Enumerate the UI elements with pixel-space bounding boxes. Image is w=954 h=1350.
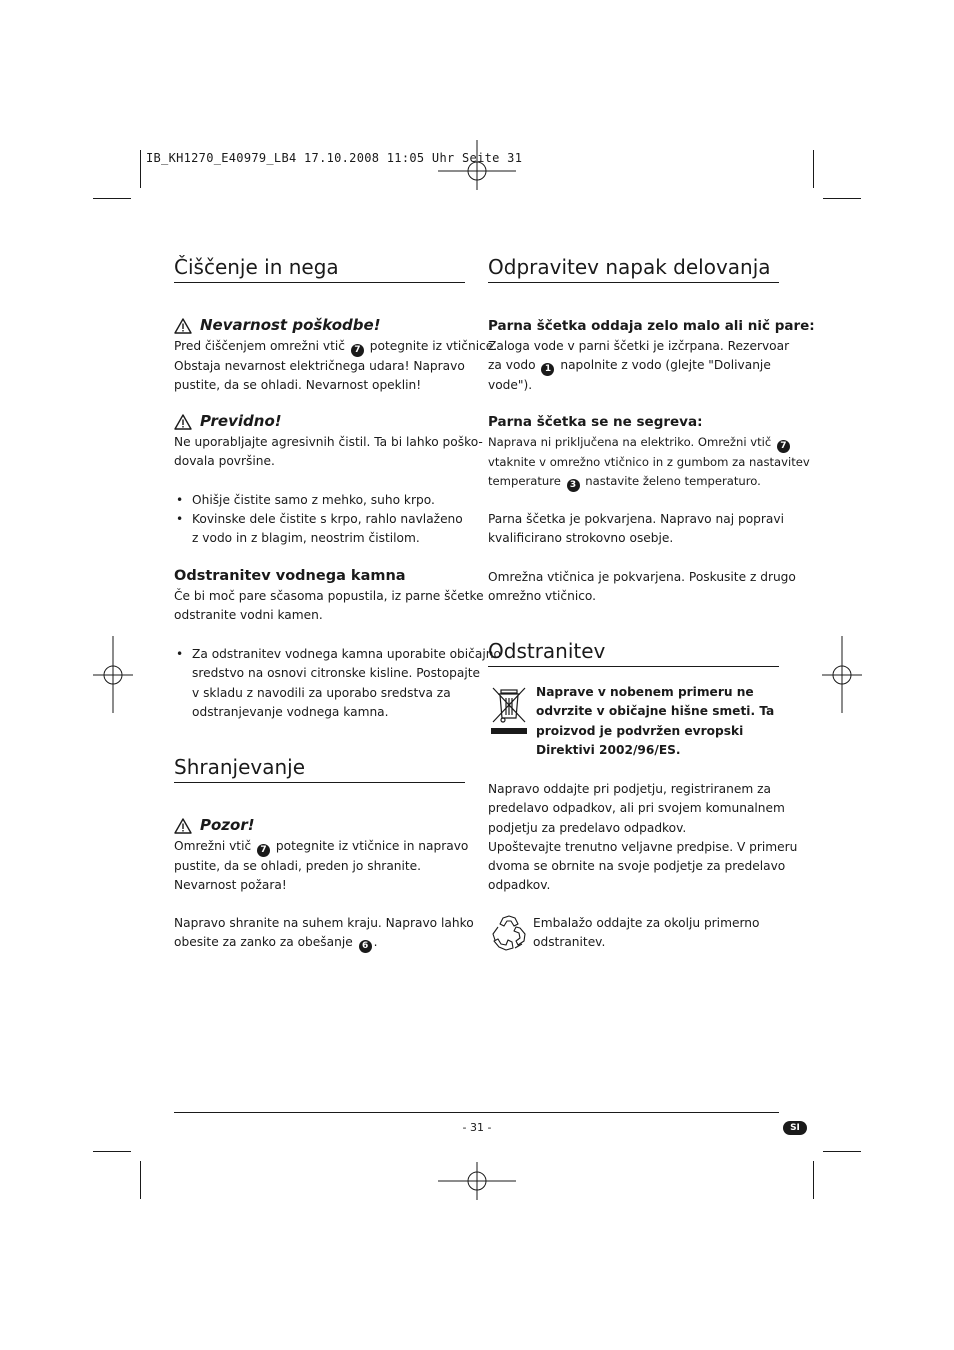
- descale-heading: Odstranitev vodnega kamna: [174, 568, 406, 584]
- warning-triangle-icon: [174, 818, 192, 834]
- packaging-disposal-text: Embalažo oddajte za okolju primerno odstranitev.: [533, 916, 760, 950]
- attention-heading: [174, 816, 255, 835]
- callout-1-icon: 1: [541, 363, 554, 376]
- issue-text-defective-socket: Omrežna vtičnica je pokvarjena. Poskusite z drugo omrežno vtičnico.: [488, 570, 796, 604]
- callout-6-icon: 6: [359, 940, 372, 953]
- weee-notice: Naprave v nobenem primeru ne odvrzite v običajne hišne smeti. Ta proizvod je podvržen evropski Direktivi 2002/96/ES.: [536, 685, 775, 757]
- language-badge: SI: [783, 1121, 807, 1135]
- issue-heading-no-steam: Parna ščetka oddaja zelo malo ali nič pare:: [488, 318, 815, 334]
- warning-triangle-icon: [174, 414, 192, 430]
- descale-text: Če bi moč pare sčasoma popustila, iz parne ščetke odstranite vodni kamen.: [174, 589, 484, 623]
- cleaning-title: Čiščenje in nega: [174, 254, 465, 283]
- issue-text-no-heat: Naprava ni priključena na elektriko. Omrežni vtič 7 vtaknite v omrežno vtičnico in z gumbom za nastavitev temperature 3 nastavite želeno temperaturo.: [488, 435, 810, 491]
- storage-text: Napravo shranite na suhem kraju. Napravo lahko obesite za zanko za obešanje 6 .: [174, 916, 474, 952]
- disposal-text: Napravo oddajte pri podjetju, registriranem za predelavo odpadkov, ali pri svojem komunalnem podjetju za predelavo odpadkov. Upoštevajte trenutno veljavne predpise. V primeru dvoma se obrnite na svoje podjetje za predelavo odpadkov.: [488, 782, 798, 893]
- weee-crossed-bin-icon: [491, 686, 529, 738]
- storage-title: Shranjevanje: [174, 754, 465, 783]
- issue-heading-no-heat: Parna ščetka se ne segreva:: [488, 414, 703, 430]
- danger-warning-heading: [174, 316, 381, 335]
- disposal-title: Odstranitev: [488, 638, 779, 667]
- warning-triangle-icon: [174, 318, 192, 334]
- print-slug: IB_KH1270_E40979_LB4 17.10.2008 11:05 Uhr Seite 31: [146, 151, 523, 165]
- page-number: - 31 -: [462, 1121, 492, 1134]
- recycling-icon: [489, 914, 529, 952]
- list-item: • Za odstranitev vodnega kamna uporabite običajno sredstvo na osnovi citronske kisline. Postopajte v skladu z navodili za uporabo sredstva za odstranjevanje vodnega kamna.: [174, 645, 465, 722]
- caution-label: Previdno!: [200, 412, 282, 430]
- callout-7-icon: 7: [351, 344, 364, 357]
- danger-warning-label: Nevarnost poškodbe!: [200, 316, 381, 334]
- list-item: • Ohišje čistite samo z mehko, suho krpo.: [174, 491, 465, 510]
- caution-heading: [174, 412, 282, 431]
- attention-text: Omrežni vtič 7 potegnite iz vtičnice in napravo pustite, da se ohladi, preden jo shranite. Nevarnost požara!: [174, 839, 469, 893]
- callout-3-icon: 3: [567, 479, 580, 492]
- issue-text-defective-brush: Parna ščetka je pokvarjena. Napravo naj popravi kvalificirano strokovno osebje.: [488, 512, 784, 546]
- callout-7-icon: 7: [257, 844, 270, 857]
- footer-rule: [174, 1112, 779, 1113]
- list-item: • Kovinske dele čistite s krpo, rahlo navlaženo z vodo in z blagim, neostrim čistilom.: [174, 510, 465, 549]
- caution-text: Ne uporabljajte agresivnih čistil. Ta bi lahko poško- dovala površine.: [174, 435, 483, 469]
- danger-warning-text: Pred čiščenjem omrežni vtič 7 potegnite iz vtičnice. Obstaja nevarnost električnega udara! Napravo pustite, da se ohladi. Nevarnost opeklin!: [174, 339, 498, 393]
- issue-text-no-steam: Zaloga vode v parni ščetki je izčrpana. Rezervoar za vodo 1 napolnite z vodo (glejte "Dolivanje vode").: [488, 339, 790, 393]
- troubleshooting-title: Odpravitev napak delovanja: [488, 254, 779, 283]
- attention-label: Pozor!: [200, 816, 255, 834]
- callout-7-icon: 7: [777, 440, 790, 453]
